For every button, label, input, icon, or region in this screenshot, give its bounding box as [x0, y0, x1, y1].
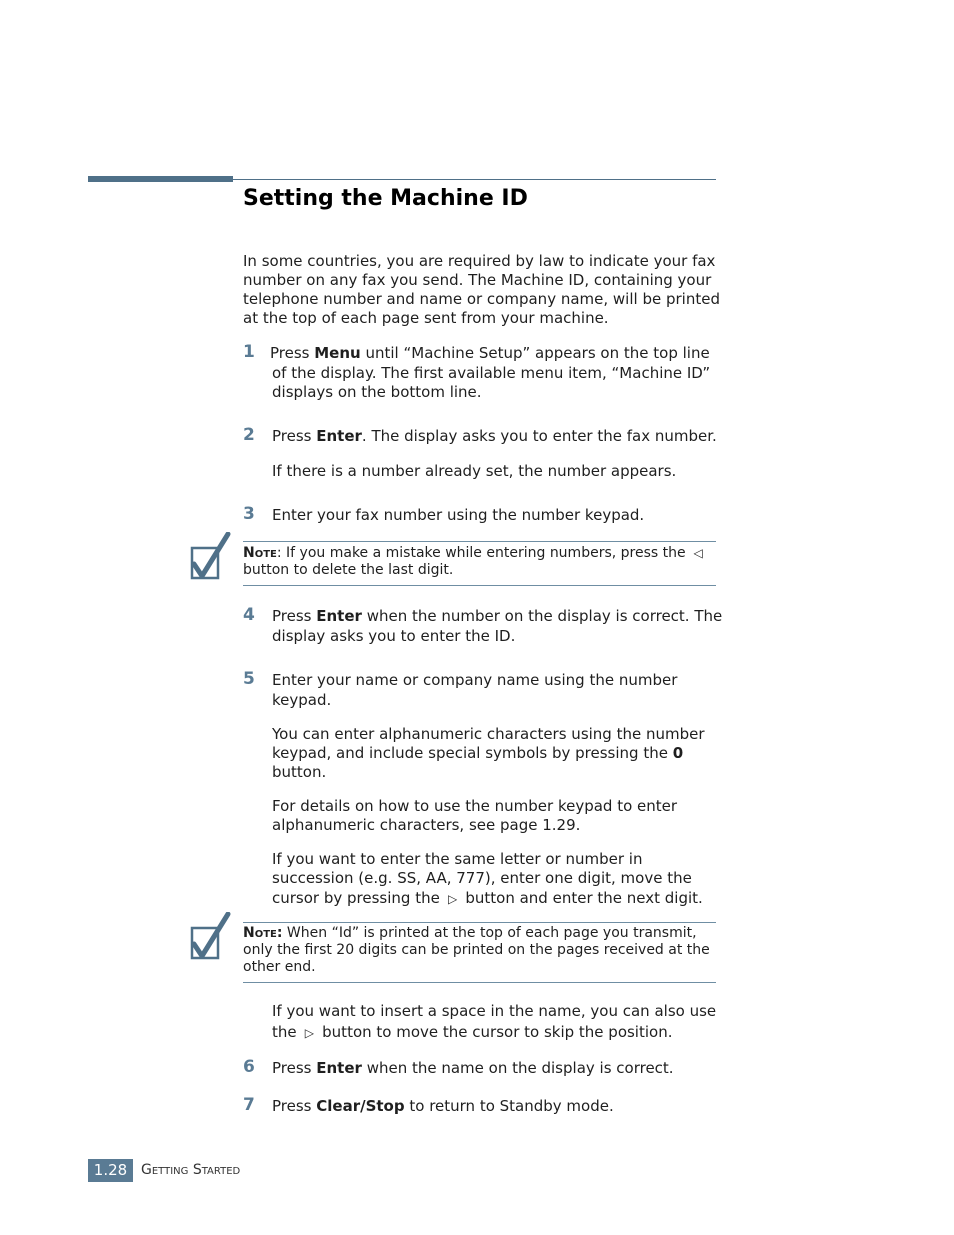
intro-line: In some countries, you are required by law to indicate your fax: [243, 252, 716, 270]
step-number: 7: [243, 1095, 255, 1115]
note-top-rule: [243, 922, 716, 923]
step-text-pre: Press: [272, 1059, 317, 1077]
step-text-pre: Press: [272, 427, 317, 445]
right-arrow-icon: ▷: [304, 1026, 314, 1040]
note-line: [243, 925, 713, 942]
step-text-line: keypad.: [272, 691, 332, 709]
left-arrow-icon: ◁: [693, 546, 703, 560]
step-number: 1: [243, 342, 255, 362]
note-line: button to delete the last digit.: [243, 562, 454, 578]
step-text: Enter your fax number using the number keypad.: [272, 506, 645, 524]
note-line-text: When “Id” is printed at the top of each page you transmit,: [282, 925, 697, 941]
step-text-post: when the name on the display is correct.: [361, 1059, 674, 1077]
step-text-pre: Press: [270, 344, 315, 362]
step-text-post: to return to Standby mode.: [404, 1097, 614, 1115]
step-para-line: If you want to enter the same letter or number in: [272, 850, 643, 868]
step-text-pre: Press: [272, 1097, 317, 1115]
checkmark-note-icon: [188, 532, 232, 584]
step-text-line: Enter your name or company name using the number: [272, 671, 678, 689]
right-arrow-icon: ▷: [447, 892, 458, 906]
intro-line: number on any fax you send. The Machine ID, containing your: [243, 271, 712, 289]
step-para-line: succession (e.g. SS, AA, 777), enter one digit, move the: [272, 869, 692, 887]
header-rule: [233, 179, 716, 180]
step-text-pre: Press: [272, 607, 317, 625]
chapter-title: Getting Started: [141, 1162, 241, 1178]
step-para-line: [272, 744, 683, 763]
step-para-line: alphanumeric characters, see page 1.29.: [272, 816, 581, 834]
step-text: [272, 427, 717, 446]
step-para-text: button and enter the next digit.: [460, 889, 703, 907]
step-number: 4: [243, 605, 255, 625]
para-line: If you want to insert a space in the name, you can also use: [272, 1002, 717, 1020]
key-name: Enter: [316, 427, 362, 445]
step-text-post: . The display asks you to enter the fax number.: [361, 427, 717, 445]
step-text-line: displays on the bottom line.: [272, 383, 482, 401]
step-para-text: cursor by pressing the: [272, 889, 445, 907]
key-name: 0: [672, 744, 684, 762]
key-name: Enter: [316, 1059, 362, 1077]
step-text-post: until “Machine Setup” appears on the top line: [360, 344, 710, 362]
step-para-line: [272, 889, 703, 909]
intro-line: at the top of each page sent from your machine.: [243, 309, 609, 327]
step-text: [272, 1097, 614, 1116]
step-number: 2: [243, 425, 255, 445]
note-text: [243, 545, 713, 562]
page-title: Setting the Machine ID: [243, 186, 528, 211]
step-extra: If there is a number already set, the number appears.: [272, 462, 677, 480]
note-line: : If you make a mistake while entering numbers, press the: [276, 545, 686, 561]
note-line: other end.: [243, 959, 316, 975]
note-bottom-rule: [243, 982, 716, 983]
note-top-rule: [243, 541, 716, 542]
key-name: Enter: [316, 607, 362, 625]
key-name: Clear/Stop: [316, 1097, 405, 1115]
header-accent-bar: [88, 176, 233, 182]
para-text: the: [272, 1023, 302, 1041]
para-text: button to move the cursor to skip the position.: [317, 1023, 673, 1041]
step-text-line: display asks you to enter the ID.: [272, 627, 516, 645]
step-text: [270, 344, 710, 363]
step-text: [272, 1059, 674, 1078]
note-label: Note: [243, 545, 277, 561]
key-name: Menu: [314, 344, 361, 362]
step-para-line: button.: [272, 763, 327, 781]
para-line: [272, 1023, 672, 1043]
checkmark-note-icon: [188, 912, 232, 964]
step-number: 6: [243, 1057, 255, 1077]
note-line: only the first 20 digits can be printed on the pages received at the: [243, 942, 710, 958]
step-number: 5: [243, 669, 255, 689]
step-text-line: of the display. The first available menu item, “Machine ID”: [272, 364, 711, 382]
note-bottom-rule: [243, 585, 716, 586]
step-text: [272, 607, 722, 626]
step-para-line: You can enter alphanumeric characters using the number: [272, 725, 705, 743]
step-number: 3: [243, 504, 255, 524]
intro-line: telephone number and name or company name, will be printed: [243, 290, 720, 308]
note-label: Note:: [243, 925, 283, 941]
step-para-line: For details on how to use the number keypad to enter: [272, 797, 678, 815]
step-text-post: when the number on the display is correct. The: [361, 607, 723, 625]
page-number: 1.28: [88, 1159, 133, 1182]
step-para-text: keypad, and include special symbols by pressing the: [272, 744, 673, 762]
